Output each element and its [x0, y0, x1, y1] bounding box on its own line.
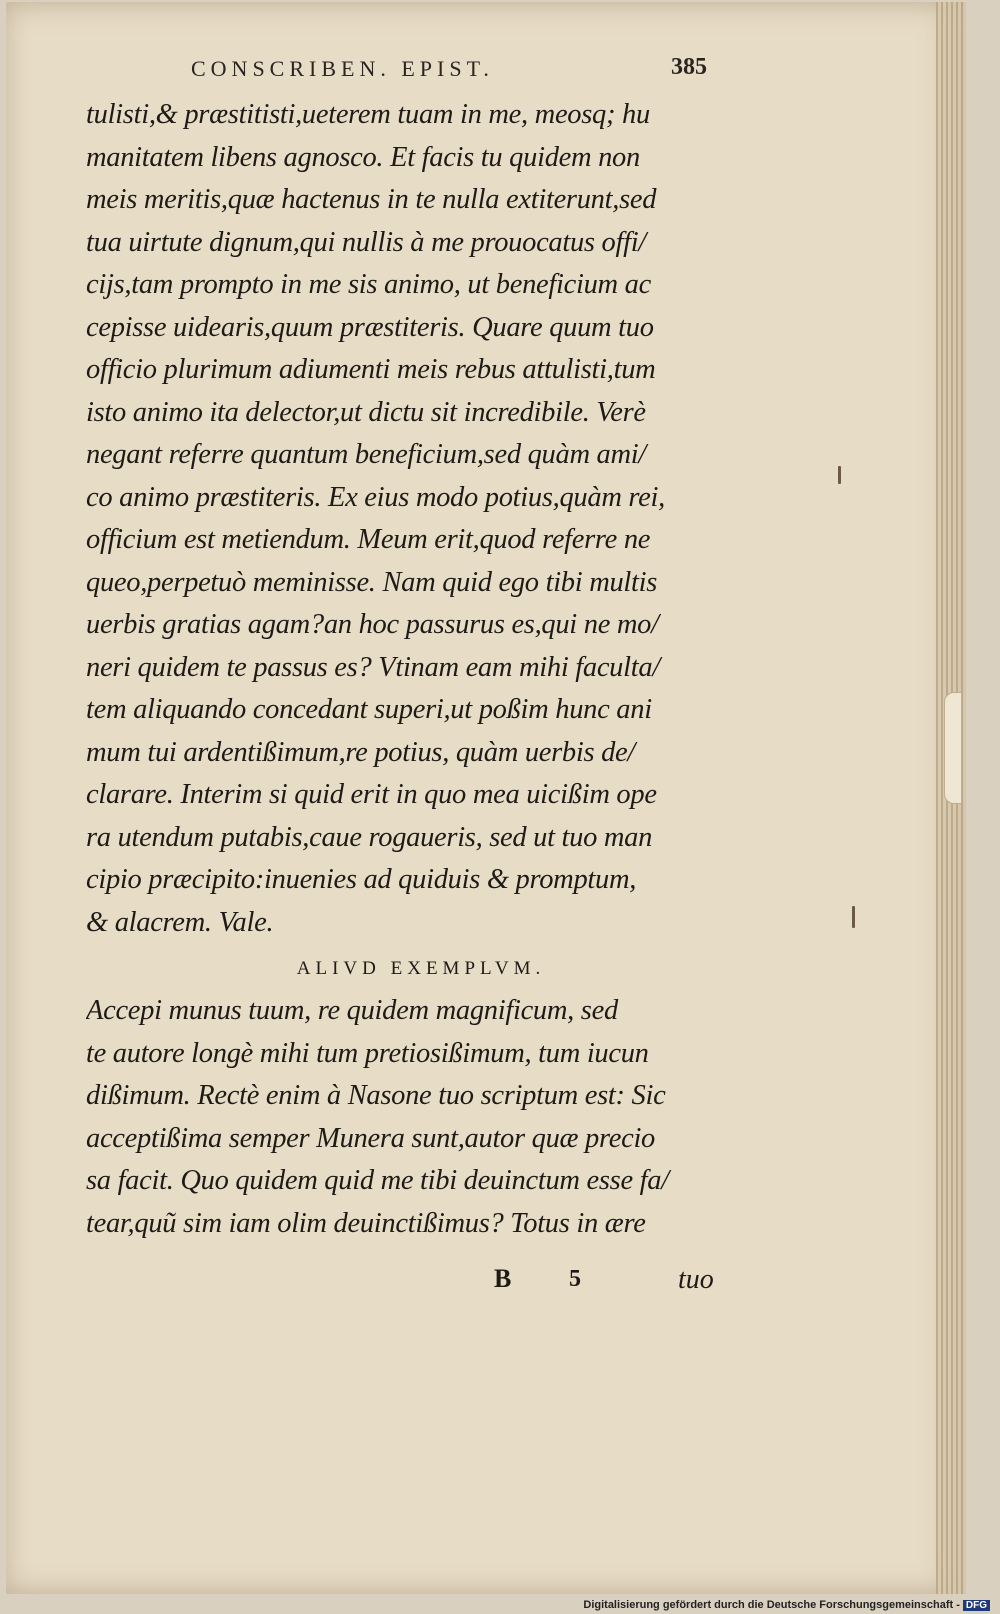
dfg-logo: DFG [963, 1600, 990, 1611]
text-line: uerbis gratias agam?an hoc passurus es,qui ne mo/ [86, 609, 659, 640]
text-line: negant referre quantum beneficium,sed quàm ami/ [86, 439, 647, 470]
margin-mark [852, 906, 855, 928]
folio-number: 385 [671, 54, 707, 80]
book-page [6, 2, 966, 1594]
text-line: clarare. Interim si quid erit in quo mea uicißim ope [86, 779, 657, 810]
text-line: officium est metiendum. Meum erit,quod referre ne [86, 524, 651, 555]
text-line: mum tui ardentißimum,re potius, quàm uerbis de/ [86, 736, 636, 768]
text-line: manitatem libens agnosco. Et facis tu quidem non [86, 141, 640, 173]
text-line: tear,quũ sim iam olim deuinctißimus? Totus in ære [86, 1207, 646, 1239]
signature-mark: B [494, 1264, 512, 1293]
credit-text: Digitalisierung gefördert durch die Deutsche Forschungsgemeinschaft - [583, 1599, 960, 1611]
text-line: & alacrem. Vale. [86, 906, 274, 938]
section-heading: ALIVD EXEMPLVM. [296, 958, 546, 979]
text-line: Accepi munus tuum, re quidem magnificum, sed [86, 995, 618, 1026]
text-line: tulisti,& præstitisti,ueterem tuam in me, meosq; hu [86, 99, 650, 130]
digitization-credit [583, 1599, 990, 1611]
page-tab [944, 692, 962, 804]
text-line: ra utendum putabis,caue rogaueris, sed ut tuo man [86, 821, 653, 853]
text-line: queo,perpetuò meminisse. Nam quid ego tibi multis [86, 566, 658, 598]
text-line: tem aliquando concedant superi,ut poßim hunc ani [86, 694, 652, 725]
text-line: cijs,tam prompto in me sis animo, ut beneficium ac [86, 269, 651, 300]
signature-number: 5 [569, 1266, 581, 1292]
text-line: te autore longè mihi tum pretiosißimum, tum iucun [86, 1037, 649, 1069]
text-line: acceptißima semper Munera sunt,autor quæ precio [86, 1122, 656, 1154]
text-line: meis meritis,quæ hactenus in te nulla extiterunt,sed [86, 184, 657, 215]
text-line: dißimum. Rectè enim à Nasone tuo scriptum est: Sic [86, 1080, 666, 1111]
text-line: tua uirtute dignum,qui nullis à me prouocatus offi/ [86, 226, 646, 258]
text-line: officio plurimum adiumenti meis rebus attulisti,tum [86, 354, 656, 385]
text-line: cipio præcipito:inuenies ad quiduis & promptum, [86, 864, 637, 895]
text-line: co animo præstiteris. Ex eius modo potius,quàm rei, [86, 481, 665, 513]
running-title: CONSCRIBEN. EPIST. [191, 56, 494, 81]
main-text [86, 94, 736, 1245]
text-line: neri quidem te passus es? Vtinam eam mihi faculta/ [86, 651, 660, 683]
text-line: sa facit. Quo quidem quid me tibi deuinctum esse fa/ [86, 1165, 669, 1196]
catchword: tuo [678, 1264, 714, 1295]
text-line: isto animo ita delector,ut dictu sit incredibile. Verè [86, 396, 646, 428]
text-line: cepisse uidearis,quum præstiteris. Quare quum tuo [86, 311, 654, 343]
margin-mark [838, 466, 841, 484]
